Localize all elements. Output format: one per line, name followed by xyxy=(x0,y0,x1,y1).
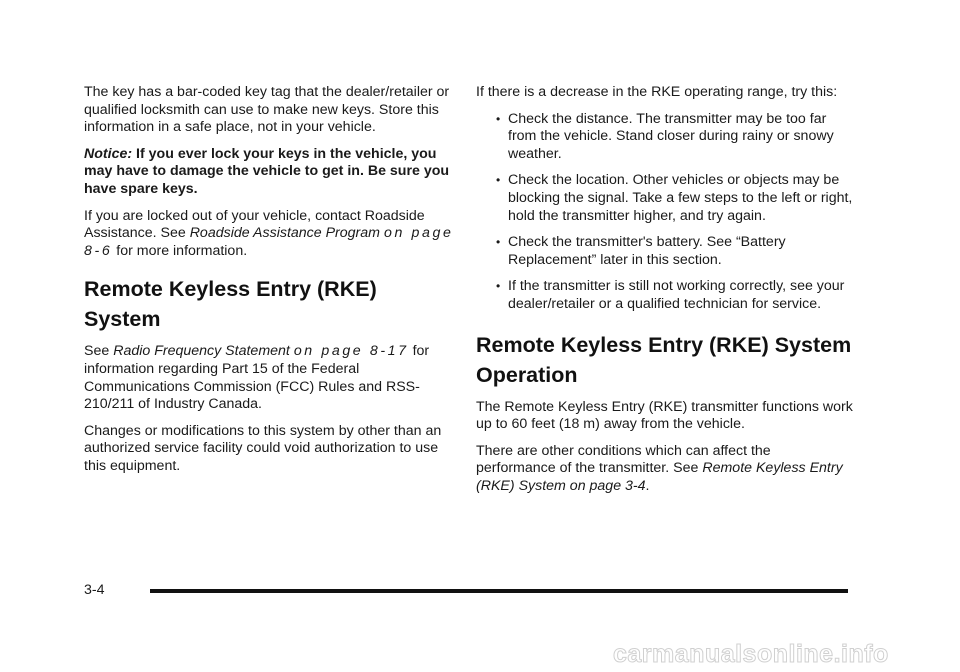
conditions-paragraph xyxy=(476,443,854,496)
list-item-text: Check the location. Other vehicles or objects may be blocking the signal. Take a few steps to the left or right, hold the transmitter higher, and try again. xyxy=(508,172,853,224)
notice-label: Notice: xyxy=(84,145,133,162)
list-item-text: Check the distance. The transmitter may be too far from the vehicle. Stand closer during rainy or snowy weather. xyxy=(508,110,834,162)
list-item xyxy=(476,111,854,164)
rke-system-link[interactable]: Remote Keyless Entry (RKE) System on page 3-4 xyxy=(476,460,843,494)
notice-paragraph xyxy=(84,146,456,199)
range-intro: If there is a decrease in the RKE operating range, try this: xyxy=(476,84,838,100)
rke-operation-heading: Remote Keyless Entry (RKE) System Operation xyxy=(476,332,852,387)
svg-text:carmanualsonline.info: carmanualsonline.info xyxy=(613,641,889,667)
bullet-icon: • xyxy=(496,279,501,294)
range-paragraph: The Remote Keyless Entry (RKE) transmitter functions work up to 60 feet (18 m) away from the vehicle. xyxy=(476,398,853,433)
bullet-icon: • xyxy=(496,111,501,126)
page-number: 3-4 xyxy=(84,582,105,598)
radio-frequency-paragraph xyxy=(84,343,456,413)
list-item xyxy=(476,172,854,225)
radio-frequency-text: for information regarding Part 15 of the Federal Communications Commission (FCC) Rules and RSS-210/211 of Industry Canada. xyxy=(84,343,430,413)
right-column xyxy=(476,84,854,505)
watermark-text xyxy=(611,641,960,667)
roadside-assistance-link[interactable]: Roadside Assistance Program xyxy=(189,225,380,242)
list-item xyxy=(476,278,854,313)
key-tag-paragraph: The key has a bar-coded key tag that the dealer/retailer or qualified locksmith can use to make new keys. Store this information in a safe place, not in your vehicle. xyxy=(84,84,450,136)
troubleshooting-list xyxy=(476,111,854,314)
lockout-text: If you are locked out of your vehicle, contact Roadside Assistance. See xyxy=(84,207,425,242)
bullet-icon: • xyxy=(496,235,501,250)
list-item xyxy=(476,234,854,269)
notice-text: If you ever lock your keys in the vehicle, you may have to damage the vehicle to get in. Be sure you have spare keys. xyxy=(84,145,450,197)
rke-heading: Remote Keyless Entry (RKE) System xyxy=(84,277,377,332)
list-item-text: Check the transmitter's battery. See “Battery Replacement” later in this section. xyxy=(508,234,786,268)
watermark-logo xyxy=(611,641,960,667)
modifications-paragraph: Changes or modifications to this system by other than an authorized service facility could void authorization to use this equipment. xyxy=(84,422,442,474)
conditions-text: There are other conditions which can affect the performance of the transmitter. See xyxy=(476,442,771,477)
roadside-assistance-page-ref[interactable]: on page 8-6 xyxy=(84,225,454,259)
conditions-period: . xyxy=(645,477,650,494)
radio-frequency-see: See xyxy=(84,343,110,360)
bullet-icon: • xyxy=(496,173,501,188)
radio-frequency-link[interactable]: Radio Frequency Statement xyxy=(113,343,290,360)
left-column xyxy=(84,84,456,485)
radio-frequency-page-ref[interactable]: on page 8-17 xyxy=(293,343,409,360)
lockout-paragraph xyxy=(84,208,456,261)
lockout-text-end: for more information. xyxy=(116,242,248,259)
footer-rule xyxy=(150,589,848,593)
list-item-text: If the transmitter is still not working correctly, see your dealer/retailer or a qualified technician for service. xyxy=(508,278,845,312)
